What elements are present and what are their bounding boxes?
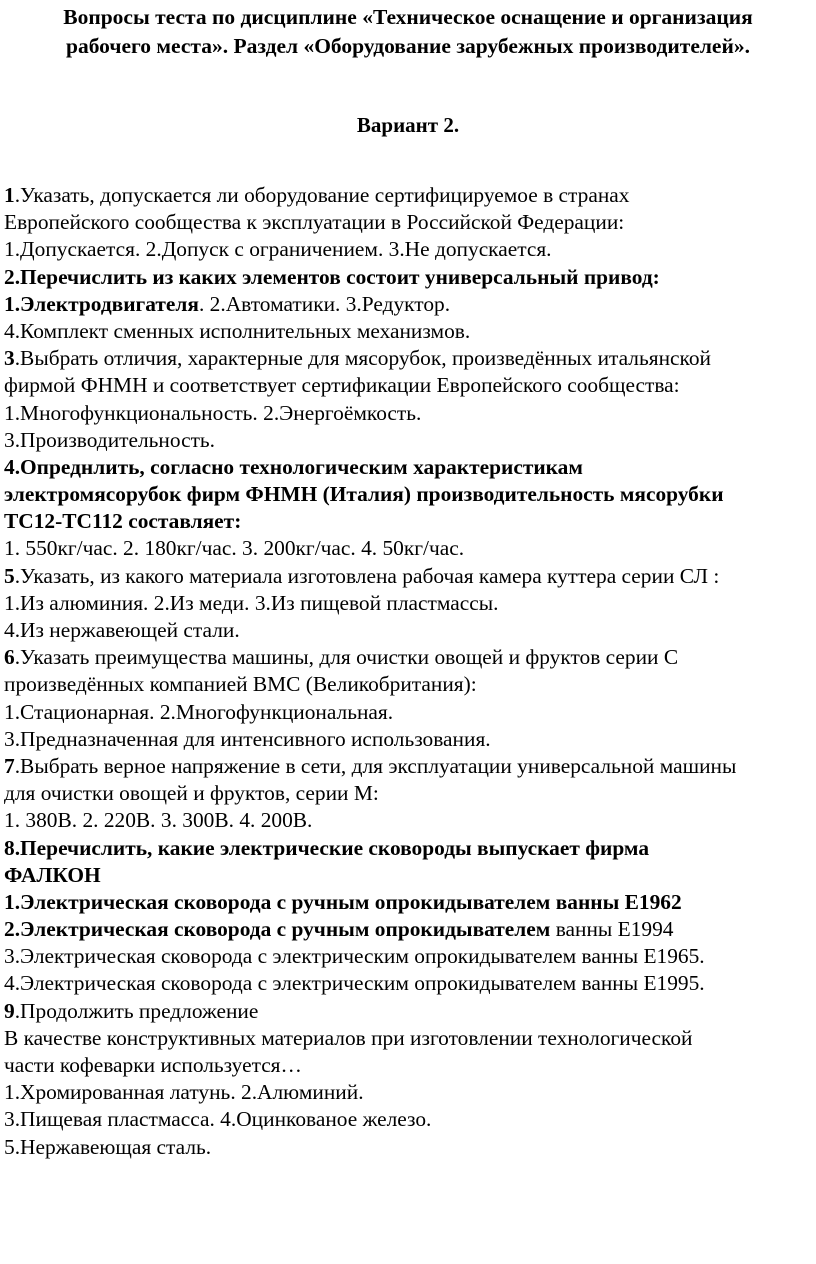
question-3-answers-1: 1.Многофункциональность. 2.Энергоёмкость.	[4, 400, 422, 425]
question-7-answers: 1. 380В. 2. 220В. 3. 300В. 4. 200В.	[4, 808, 313, 833]
question-text: .Продолжить предложение	[14, 998, 259, 1023]
question-number: 5	[4, 563, 15, 588]
question-4-line-3: ТС12-ТС112 составляет:	[4, 509, 242, 534]
question-9-line-3: части кофеварки используется…	[4, 1053, 302, 1077]
question-8-answer-4: 4.Электрическая сковорода с электрическим опрокидывателем ванны Е1995.	[4, 971, 705, 996]
question-6-answers-1: 1.Стационарная. 2.Многофункциональная.	[4, 699, 394, 724]
question-5-answers-2: 4.Из нержавеющей стали.	[4, 618, 240, 642]
question-4-answers: 1. 550кг/час. 2. 180кг/час. 3. 200кг/час. 4. 50кг/час.	[4, 536, 465, 561]
question-5-answers-1: 1.Из алюминия. 2.Из меди. 3.Из пищевой пластмассы.	[4, 590, 499, 615]
question-number: 6	[4, 645, 15, 670]
question-1-line-2: Европейского сообщества к эксплуатации в Российской Федерации:	[4, 210, 625, 235]
question-9-answers-1: 1.Хромированная латунь. 2.Алюминий.	[4, 1080, 364, 1105]
question-2-line-1: 2.Перечислить из каких элементов состоит универсальный привод:	[4, 264, 660, 289]
title-line-2: рабочего места». Раздел «Оборудование зарубежных производителей».	[66, 34, 750, 58]
question-3-answers-2: 3.Производительность.	[4, 427, 216, 452]
question-9-answers-3: 5.Нержавеющая сталь.	[4, 1134, 212, 1159]
answer-bold: 1.Электродвигателя	[4, 291, 199, 316]
question-9-line-1	[4, 998, 812, 1025]
question-8-answer-3: 3.Электрическая сковорода с электрическим опрокидывателем ванны Е1965.	[4, 944, 705, 969]
question-5-line-1	[4, 563, 812, 590]
question-7-line-1	[4, 753, 812, 780]
question-text: .Выбрать верное напряжение в сети, для эксплуатации универсальной машины	[14, 753, 737, 778]
question-9-line-2: В качестве конструктивных материалов при изготовлении технологической	[4, 1025, 693, 1050]
variant-heading: Вариант 2.	[356, 113, 460, 137]
question-6-answers-2: 3.Предназначенная для интенсивного использования.	[4, 726, 491, 751]
question-8-line-2: ФАЛКОН	[4, 862, 101, 887]
title-line-1: Вопросы теста по дисциплине «Техническое оснащение и организация	[63, 5, 753, 29]
question-1-line-1	[4, 182, 812, 209]
answer-rest: ванны Е1994	[550, 917, 674, 942]
question-6-line-1	[4, 644, 812, 671]
question-9-answers-2: 3.Пищевая пластмасса. 4.Оцинкованое железо.	[4, 1107, 432, 1132]
question-2-answers-2: 4.Комплект сменных исполнительных механизмов.	[4, 318, 471, 343]
question-4-line-2: электромясорубок фирм ФНМН (Италия) производительность мясорубки	[4, 482, 724, 507]
answer-rest: . 2.Автоматики. 3.Редуктор.	[198, 291, 451, 316]
question-text: .Выбрать отличия, характерные для мясорубок, произведённых итальянской	[14, 346, 711, 371]
questions-body	[4, 182, 812, 1161]
question-text: .Указать, допускается ли оборудование сертифицируемое в странах	[14, 183, 630, 207]
document-title	[0, 3, 816, 61]
question-7-line-2: для очистки овощей и фруктов, серии М:	[4, 781, 379, 806]
question-3-line-2: фирмой ФНМН и соответствует сертификации Европейского сообщества:	[4, 373, 680, 398]
question-number: 9	[4, 998, 15, 1023]
question-8-answer-1: 1.Электрическая сковорода с ручным опрокидывателем ванны Е1962	[4, 889, 682, 914]
question-3-line-1	[4, 345, 812, 372]
question-text: .Указать преимущества машины, для очистки овощей и фруктов серии С	[14, 645, 679, 670]
question-number: 3	[4, 346, 15, 371]
question-2-answers-1	[4, 291, 812, 318]
question-8-line-1: 8.Перечислить, какие электрические сковороды выпускает фирма	[4, 835, 650, 860]
question-8-answer-2	[4, 916, 812, 943]
question-4-line-1: 4.Опреднлить, согласно технологическим характеристикам	[4, 454, 583, 479]
answer-bold: 2.Электрическая сковорода с ручным опрокидывателем	[4, 917, 551, 942]
question-1-answers: 1.Допускается. 2.Допуск с ограничением. 3.Не допускается.	[4, 237, 552, 262]
question-number: 1	[4, 183, 15, 207]
question-number: 7	[4, 753, 15, 778]
question-text: .Указать, из какого материала изготовлена рабочая камера куттера серии СЛ :	[14, 563, 720, 588]
question-6-line-2: произведённых компанией ВМС (Великобритания):	[4, 672, 477, 697]
